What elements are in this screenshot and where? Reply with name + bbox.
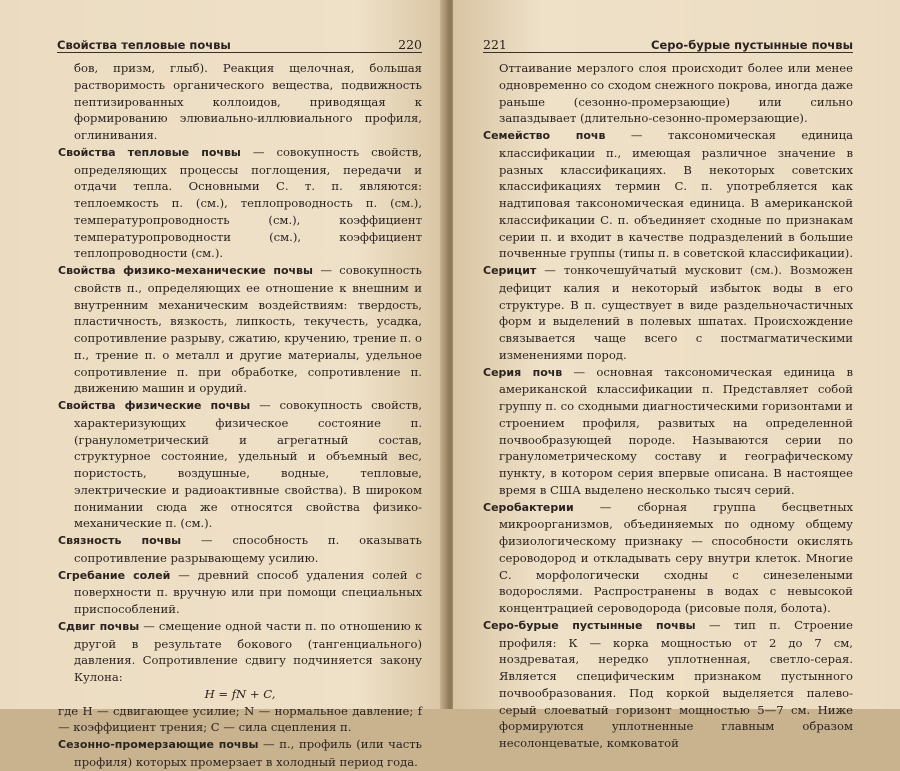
entry-term: Семейство почв	[483, 129, 606, 142]
entry-term: Сдвиг почвы	[58, 619, 140, 633]
right-page-text	[483, 60, 853, 752]
entry-body: — таксономическая единица классификации п., имеющая различное значение в разных классификациях. В некоторых советских классификациях термин С. п. употребляется как надтиповая таксономическая единица. В американской классификации С. п. объединяет сходные по признакам серии п. и входит в качестве подразделений в большие почвенные группы (типы п. в советской классификации).	[499, 128, 854, 261]
entry-body: — смещение одной части п. по отношению к другой в результате бокового (тангенциального) давления. Сопротивление сдвигу подчиняется закону Кулона:	[74, 618, 422, 684]
entry-salt-raking	[58, 567, 422, 618]
formula-explanation: где H — сдвигающее усилие; N — нормальное давление; f — коэффициент трения; C — сила сцепления п.	[58, 703, 422, 735]
entry-term: Сезонно-промерзающие почвы	[58, 738, 259, 751]
left-page	[0, 0, 447, 769]
entry-physical-properties	[58, 397, 422, 532]
entry-term: Связность почвы	[58, 534, 182, 547]
left-page-number: 220	[398, 37, 422, 52]
entry-term: Свойства физико-механические почвы	[58, 264, 313, 277]
entry-term: Сгребание солей	[58, 568, 171, 582]
left-page-text	[58, 60, 422, 771]
entry-term: Свойства тепловые почвы	[58, 145, 241, 159]
entry-term: Серицит	[483, 264, 537, 277]
right-running-head-title: Серо-бурые пустынные почвы	[651, 38, 853, 52]
entry-body: — тонкочешуйчатый мусковит (см.). Возможен дефицит калия и некоторый избыток воды в его структуре. В п. существует в виде раздельночастичных форм и выделений в полевых шпатах. Происхождение связывается чаще всего с постмагматическими изменениями пород.	[499, 263, 853, 362]
right-page-number: 221	[483, 37, 507, 52]
entry-term: Серобактерии	[483, 500, 574, 514]
entry-term: Серия почв	[483, 365, 563, 379]
entry-physico-mechanical-properties	[58, 262, 422, 397]
entry-sulfur-bacteria	[483, 499, 853, 617]
entry-soil-family	[483, 127, 853, 262]
entry-cohesion	[58, 532, 422, 567]
entry-thermal-properties	[58, 144, 422, 262]
left-running-head-title: Свойства тепловые почвы	[57, 38, 231, 52]
entry-sericite	[483, 262, 853, 364]
right-page	[453, 0, 900, 750]
entry-body: — п., профиль (или часть профиля) которых промерзает в холодный период года.	[74, 737, 422, 769]
left-running-header	[57, 34, 422, 53]
entry-soil-series	[483, 364, 853, 499]
entry-gray-brown-desert-soils	[483, 617, 853, 752]
entry-soil-shear	[58, 618, 422, 686]
entry-body: — совокупность свойств, определяющих процессы поглощения, передачи и отдачи тепла. Основными С. т. п. являются: теплоемкость п. (см.), теплопроводность п. (см.), температуропроводность (см.), коэффициент температуропроводности (см.), коэффициент теплопроводности (см.).	[74, 144, 422, 261]
entry-term: Серо-бурые пустынные почвы	[483, 618, 696, 632]
right-running-header	[483, 34, 853, 53]
continuation-paragraph: Оттаивание мерзлого слоя происходит более или менее одновременно со сходом снежного покрова, иногда даже раньше (сезонно-промерзающие) или сильно запаздывает (длительно-сезонно-промерзающие).	[499, 61, 853, 126]
entry-body: — совокупность свойств п., определяющих ее отношение к внешним и внутренним механическим воздействиям: твердость, пластичность, вязкость, липкость, текучесть, усадка, сопротивление разрыву, сжатию, кручению, трение п. о п., трение п. о металл и другие материалы, удельное сопротивление п. при обработке, сопротивление п. движению машин и орудий.	[74, 263, 422, 396]
entry-body: — совокупность свойств, характеризующих физическое состояние п. (гранулометрический и агрегатный состав, структурное состояние, удельный и объемный вес, пористость, воздушные, водные, тепловые, электрические и радиоактивные свойства). В широком понимании сюда же относятся свойства физико-механические п. (см.).	[74, 398, 422, 531]
entry-body: — способность п. оказывать сопротивление разрывающему усилию.	[74, 533, 422, 565]
entry-body: — сборная группа бесцветных микроорганизмов, объединяемых по одному общему физиологическому признаку — способности окислять сероводород и откладывать серу внутри клеток. Многие С. морфологически сходны с синезелеными водорослями. Распространены в водах с невысокой концентрацией сероводорода (рисовые поля, болота).	[499, 499, 853, 615]
continuation-paragraph: бов, призм, глыб). Реакция щелочная, большая растворимость органического вещества, подвижность пептизированных коллоидов, приводящая к формированию элювиально-иллювиального профиля, оглинивания.	[74, 61, 422, 142]
entry-seasonally-freezing	[58, 736, 422, 771]
entry-body: — древний способ удаления солей с поверхности п. вручную или при помощи специальных приспособлений.	[74, 567, 422, 616]
entry-body: — основная таксономическая единица в американской классификации п. Представляет собой группу п. со сходными диагностическими горизонтами и строением профиля, развитых на определенной почвообразующей породе. Называются серии по гранулометрическому составу и географическому пункту, в котором серия впервые описана. В настоящее время в США выделено несколько тысяч серий.	[499, 364, 853, 497]
coulomb-formula: H = fN + C,	[204, 686, 276, 701]
entry-term: Свойства физические почвы	[58, 399, 251, 412]
entry-body: — тип п. Строение профиля: К — корка мощностью от 2 до 7 см, ноздреватая, нередко уплотненная, светло-серая. Является специфическим признаком пустынного почвообразования. Под коркой выделяется палево-серый слоеватый горизонт мощностью 5—7 см. Ниже формируются уплотненные главным образом несолонцеватые, комковатой	[499, 617, 853, 750]
